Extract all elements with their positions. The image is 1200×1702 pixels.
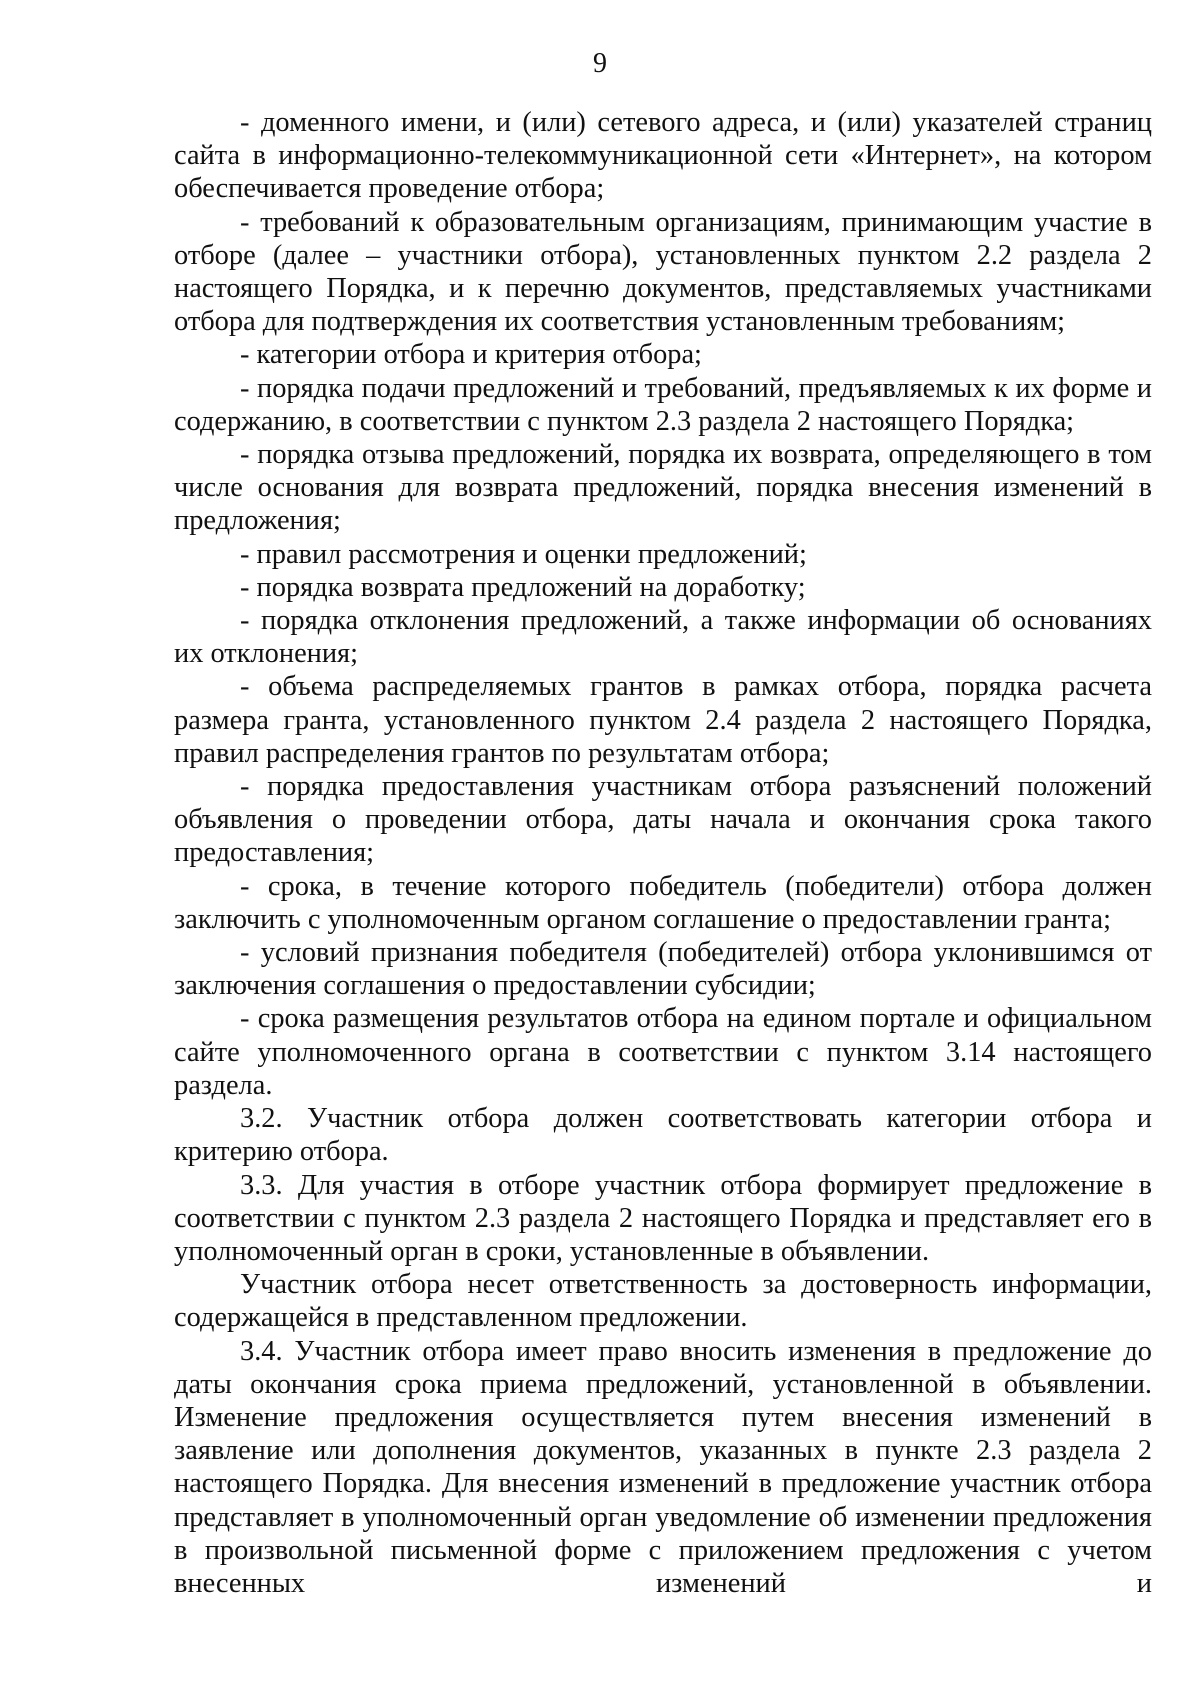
paragraph-participant-requirements: - требований к образовательным организациям, принимающим участие в отборе (далее – участники отбора), установленных пунктом 2.2 раздела 2 настоящего Порядка, и к перечню документов, представляемых участниками отбора для подтверждения их соответствия установленным требованиям; [174, 206, 1152, 338]
paragraph-rejection-procedure: - порядка отклонения предложений, а также информации об основаниях их отклонения; [174, 605, 1152, 670]
paragraph-clarifications: - порядка предоставления участникам отбора разъяснений положений объявления о проведении отбора, даты начала и окончания срока такого предоставления; [174, 771, 1152, 869]
paragraph-agreement-deadline: - срока, в течение которого победитель (победители) отбора должен заключить с уполномоченным органом соглашение о предоставлении гранта; [174, 870, 1152, 935]
paragraph-submission-procedure: - порядка подачи предложений и требований, предъявляемых к их форме и содержанию, в соответствии с пунктом 2.3 раздела 2 настоящего Порядка; [174, 372, 1152, 437]
paragraph-selection-category: - категории отбора и критерия отбора; [240, 339, 702, 371]
paragraph-evasion-conditions: - условий признания победителя (победителей) отбора уклонившимся от заключения соглашения о предоставлении субсидии; [174, 937, 1152, 1002]
paragraph-clause-3-4: 3.4. Участник отбора имеет право вносить изменения в предложение до даты окончания срока приема предложений, установленной в объявлении. Изменение предложения осуществляется путем внесения изменений в заявление или дополнения документов, указанных в пункте 2.3 раздела 2 настоящего Порядка. Для внесения изменений в предложение участник отбора представляет в уполномоченный орган уведомление об изменении предложения в произвольной письменной форме с приложением предложения с учетом внесенных изменений и [174, 1335, 1152, 1599]
paragraph-clause-3-3: 3.3. Для участия в отборе участник отбора формирует предложение в соответствии с пунктом 2.3 раздела 2 настоящего Порядка и представляет его в уполномоченный орган в сроки, установленные в объявлении. [174, 1169, 1152, 1267]
paragraph-participant-responsibility: Участник отбора несет ответственность за достоверность информации, содержащейся в представленном предложении. [174, 1269, 1152, 1334]
paragraph-grant-volume: - объема распределяемых грантов в рамках отбора, порядка расчета размера гранта, установленного пунктом 2.4 раздела 2 настоящего Порядка, правил распределения грантов по результатам отбора; [174, 671, 1152, 769]
paragraph-withdrawal-procedure: - порядка отзыва предложений, порядка их возврата, определяющего в том числе основания для возврата предложений, порядка внесения изменений в предложения; [174, 439, 1152, 537]
paragraph-return-for-revision: - порядка возврата предложений на доработку; [240, 571, 806, 603]
page-number: 9 [593, 48, 607, 79]
paragraph-results-publication: - срока размещения результатов отбора на едином портале и официальном сайте уполномоченного органа в соответствии с пунктом 3.14 настоящего раздела. [174, 1003, 1152, 1101]
document-body [174, 106, 1152, 1600]
paragraph-domain-name: - доменного имени, и (или) сетевого адреса, и (или) указателей страниц сайта в информационно-телекоммуникационной сети «Интернет», на котором обеспечивается проведение отбора; [174, 107, 1152, 205]
paragraph-clause-3-2: 3.2. Участник отбора должен соответствовать категории отбора и критерию отбора. [174, 1103, 1152, 1168]
paragraph-evaluation-rules: - правил рассмотрения и оценки предложений; [240, 538, 807, 570]
